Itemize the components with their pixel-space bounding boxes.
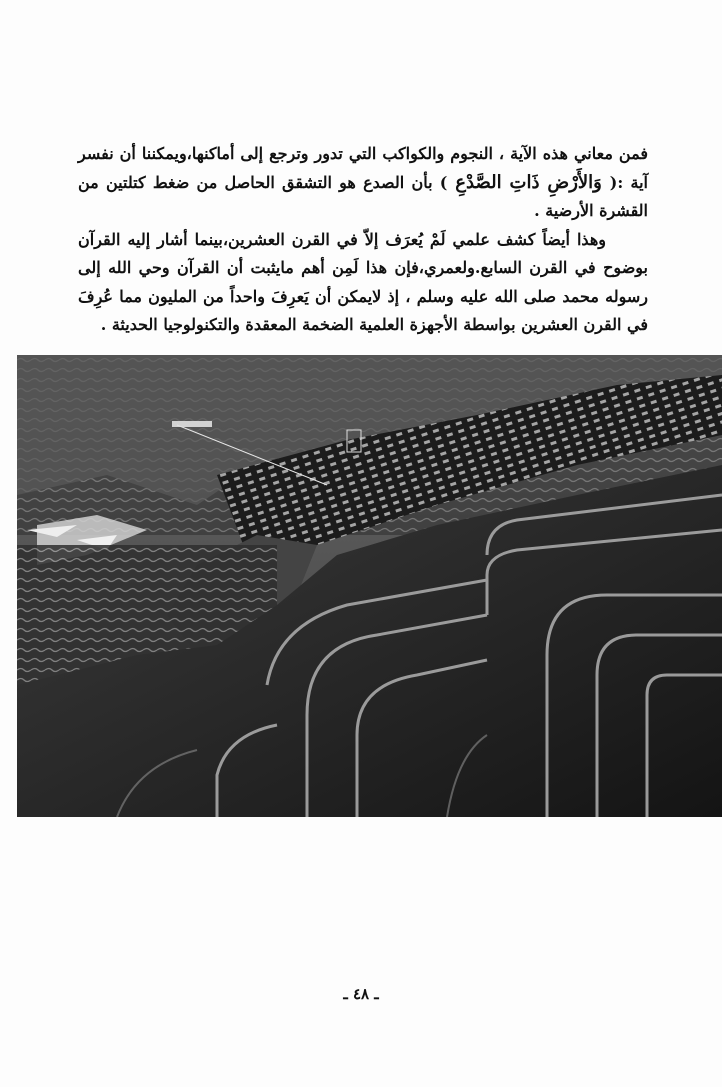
quran-quote: وَالأَرْضِ ذَاتِ الصَّدْعِ xyxy=(447,171,610,193)
paragraph-1-lead: فمن معاني هذه الآية ، النجوم والكواكب التي تدور وترجع إلى أماكنها،ويمكننا أن نفسر آية :( xyxy=(78,144,649,192)
body-text xyxy=(78,140,648,340)
earth-crust-photo xyxy=(17,355,722,817)
paragraph-1 xyxy=(78,140,648,226)
page-number: ـ ٤٨ ـ xyxy=(343,985,379,1003)
paragraph-2: وهذا أيضاً كشف علمي لَمْ يُعرَف إلاّ في القرن العشرين،بينما أشار إليه القرآن بوضوح في القرن السابع.ولعمري،فإن هذا لَمِن أهم مايثبت أن القرآن وحي الله إلى رسوله محمد صلى الله عليه وسلم ، إذ لايمكن أن يَعرِفَ واحداً من المليون مما عُرِفَ في القرن العشرين بواسطة الأجهزة العلمية الضخمة المعقدة والتكنولوجيا الحديثة . xyxy=(78,229,648,334)
earth-crust-photo-graphic xyxy=(17,355,722,817)
paragraph-1-tail: ) بأن الصدع هو التشقق الحاصل من ضغط كتلتين من القشرة الأرضية . xyxy=(78,172,648,220)
